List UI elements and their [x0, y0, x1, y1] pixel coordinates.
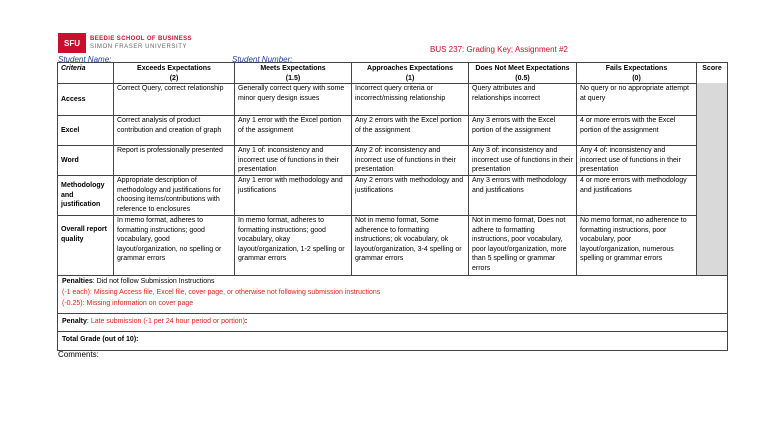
- descriptor-does-not-meet: Query attributes and relationships incorrect: [469, 83, 577, 115]
- total-grade-label: Total Grade (out of 10):: [62, 336, 139, 343]
- column-header-criteria: Criteria: [58, 63, 114, 83]
- descriptor-approaches: Incorrect query criteria or incorrect/missing relationship: [352, 83, 469, 115]
- descriptor-approaches: Any 2 of: inconsistency and incorrect use of functions in their presentation: [352, 145, 469, 175]
- descriptor-exceeds: Correct analysis of product contribution and creation of graph: [114, 115, 235, 145]
- late-penalty-row: [58, 313, 727, 332]
- column-header-exceeds: Exceeds Expectations (2): [114, 63, 235, 83]
- descriptor-approaches: Any 2 errors with the Excel portion of the assignment: [352, 115, 469, 145]
- column-header-does-not-meet: Does Not Meet Expectations (0.5): [469, 63, 577, 83]
- rubric-row-methodology: [58, 175, 727, 216]
- descriptor-does-not-meet: Any 3 errors with methodology and justifications: [469, 175, 577, 215]
- rubric-row-overall-quality: [58, 215, 727, 276]
- criteria-label: Word: [58, 145, 114, 175]
- descriptor-meets: Generally correct query with some minor query design issues: [235, 83, 352, 115]
- rubric-row-word: [58, 145, 727, 176]
- descriptor-meets: In memo format, adheres to formatting instructions; good vocabulary, okay layout/organization, 1-2 spelling or grammar errors: [235, 215, 352, 275]
- school-name: [90, 35, 192, 51]
- student-number-label: Student Number:: [232, 55, 293, 64]
- school-name-line2: SIMON FRASER UNIVERSITY: [90, 44, 188, 50]
- late-penalty-text: Late submission (-1 per 24 hour period or portion): [90, 318, 245, 325]
- penalties-heading: Penalties: Did not follow Submission Instructions: [62, 278, 215, 285]
- descriptor-fails: No query or no appropriate attempt at query: [577, 83, 697, 115]
- column-header-approaches: Approaches Expectations (1): [352, 63, 469, 83]
- descriptor-exceeds: Report is professionally presented: [114, 145, 235, 175]
- column-header-fails: Fails Expectations (0): [577, 63, 697, 83]
- descriptor-meets: Any 1 of: inconsistency and incorrect use of functions in their presentation: [235, 145, 352, 175]
- rubric-header-row: [58, 63, 727, 84]
- descriptor-does-not-meet: Any 3 errors with the Excel portion of the assignment: [469, 115, 577, 145]
- descriptor-meets: Any 1 error with methodology and justifications: [235, 175, 352, 215]
- score-cell[interactable]: [697, 83, 727, 115]
- descriptor-approaches: Any 2 errors with methodology and justifications: [352, 175, 469, 215]
- penalty-missing-files: (-1 each): Missing Access file, Excel file, cover page, or otherwise not following submission instructions: [62, 289, 381, 296]
- rubric-row-excel: [58, 115, 727, 146]
- penalties-row: [58, 275, 727, 314]
- criteria-label: Access: [58, 83, 114, 115]
- total-grade-row: [58, 331, 727, 349]
- criteria-label: Excel: [58, 115, 114, 145]
- penalties-block: [58, 275, 727, 313]
- score-cell[interactable]: [697, 215, 727, 275]
- descriptor-fails: No memo format, no adherence to formatting instructions, poor vocabulary, poor layout/organization, numerous spelling or grammar errors: [577, 215, 697, 275]
- document-title: BUS 237: Grading Key; Assignment #2: [430, 45, 568, 54]
- criteria-label: Methodology and justification: [58, 175, 114, 215]
- sfu-logo-mark: SFU: [58, 33, 86, 53]
- comments-label: Comments:: [58, 350, 99, 359]
- sfu-logo: [58, 33, 192, 53]
- descriptor-fails: Any 4 of: inconsistency and incorrect use of functions in their presentation: [577, 145, 697, 175]
- criteria-label: Overall report quality: [58, 215, 114, 275]
- column-header-meets: Meets Expectations (1.5): [235, 63, 352, 83]
- descriptor-meets: Any 1 error with the Excel portion of the assignment: [235, 115, 352, 145]
- descriptor-approaches: Not in memo format, Some adherence to formatting instructions; ok vocabulary, ok layout/organization, 3-4 spelling or grammar errors: [352, 215, 469, 275]
- school-name-line1: BEEDIE SCHOOL OF BUSINESS: [90, 36, 192, 42]
- descriptor-exceeds: In memo format, adheres to formatting instructions; good vocabulary, good layout/organization, no spelling or grammar errors: [114, 215, 235, 275]
- descriptor-does-not-meet: Not in memo format, Does not adhere to formatting instructions, poor vocabulary, poor layout/organization, more than 5 spelling or grammar errors: [469, 215, 577, 275]
- grading-rubric-table: [57, 62, 728, 351]
- score-cell[interactable]: [697, 175, 727, 215]
- score-cell[interactable]: [697, 145, 727, 175]
- descriptor-exceeds: Appropriate description of methodology and justifications for choosing items/contributions with reference to enclosures: [114, 175, 235, 215]
- student-name-label: Student Name:: [58, 55, 112, 64]
- penalty-missing-cover-info: (-0.25): Missing information on cover page: [62, 300, 194, 307]
- column-header-score: Score: [702, 65, 722, 72]
- descriptor-exceeds: Correct Query, correct relationship: [114, 83, 235, 115]
- descriptor-fails: 4 or more errors with methodology and justifications: [577, 175, 697, 215]
- descriptor-does-not-meet: Any 3 of: inconsistency and incorrect use of functions in their presentation: [469, 145, 577, 175]
- late-penalty: Penalty: Late submission (-1 per 24 hour period or portion):: [62, 318, 248, 325]
- rubric-row-access: [58, 83, 727, 116]
- descriptor-fails: 4 or more errors with the Excel portion of the assignment: [577, 115, 697, 145]
- score-cell[interactable]: [697, 115, 727, 145]
